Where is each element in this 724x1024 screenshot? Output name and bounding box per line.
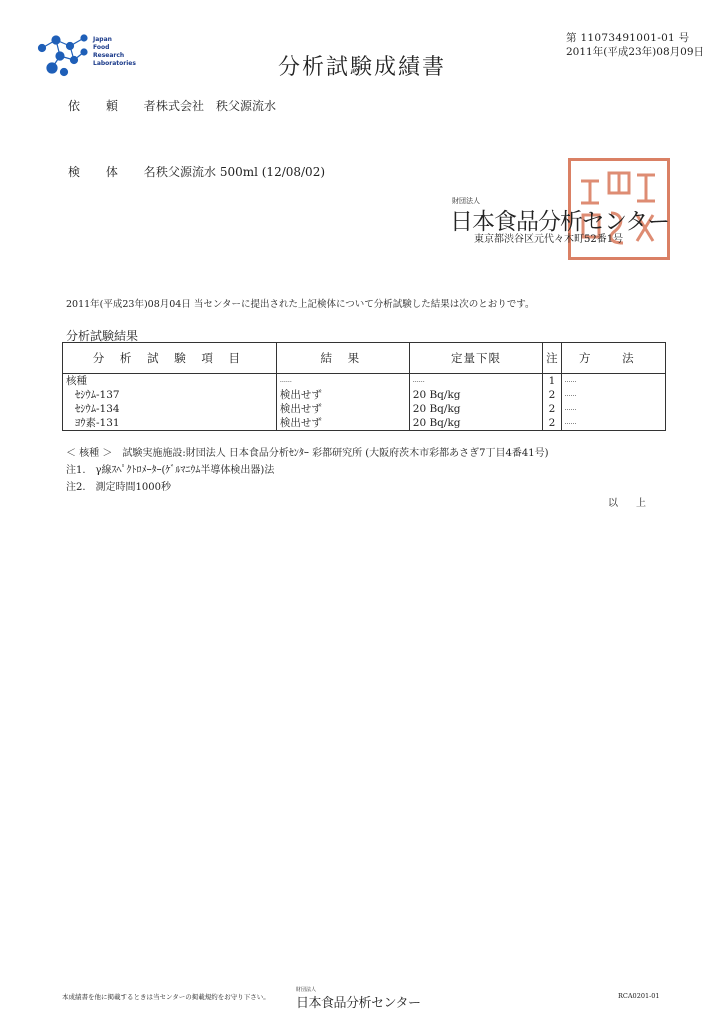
- cell-note: 1: [543, 374, 562, 389]
- cell-result: 検出せず: [276, 416, 409, 431]
- cell-limit: 20 Bq/kg: [409, 402, 542, 416]
- cell-item: ｾｼｳﾑ-134: [63, 402, 277, 416]
- header-result: 結 果: [276, 343, 409, 374]
- footer-org-prefix: 財団法人: [296, 987, 317, 993]
- organization-address: 東京都渋谷区元代々木町52番1号: [474, 234, 624, 245]
- issue-date: 2011年(平成23年)08月09日: [566, 46, 704, 58]
- table-header-row: [63, 343, 666, 374]
- cell-note: 2: [543, 402, 562, 416]
- cell-item: ｾｼｳﾑ-137: [63, 388, 277, 402]
- client-value: 株式会社 秩父源流水: [156, 99, 277, 113]
- organization-prefix: 財団法人: [452, 197, 480, 205]
- cell-result: ……: [276, 374, 409, 389]
- form-code: RCA0201-01: [618, 992, 660, 1000]
- results-section-title: 分析試験結果: [66, 329, 139, 343]
- footer-org-name: 日本食品分析センター: [296, 996, 421, 1011]
- cell-result: 検出せず: [276, 402, 409, 416]
- note-1: 注1. γ線ｽﾍﾟｸﾄﾛﾒｰﾀｰ(ｹﾞﾙﾏﾆｳﾑ半導体検出器)法: [66, 465, 275, 476]
- sample-name-value: 秩父源流水 500ml (12/08/02): [156, 165, 326, 179]
- facility-note: ＜ 核種 ＞ 試験実施施設:財団法人 日本食品分析ｾﾝﾀｰ 彩都研究所 (大阪府茨木市彩都あさぎ7丁目4番41号): [66, 448, 549, 459]
- header-limit: 定量下限: [409, 343, 542, 374]
- logo-text: Japan Food Research Laboratories: [93, 36, 136, 67]
- end-mark: 以上: [608, 498, 664, 509]
- document-number: 第 11073491001-01 号: [566, 32, 690, 44]
- intro-statement: 2011年(平成23年)08月04日 当センターに提出された上記検体について分析試験した結果は次のとおりです。: [66, 299, 535, 310]
- cell-item: ﾖｳ素-131: [63, 416, 277, 431]
- table-row: [63, 416, 666, 431]
- document-title: 分析試験成績書: [278, 55, 447, 80]
- organization-name: 日本食品分析センター: [450, 209, 670, 235]
- table-row: [63, 388, 666, 402]
- header-item: 分 析 試 験 項 目: [63, 343, 277, 374]
- cell-result: 検出せず: [276, 388, 409, 402]
- table-row: [63, 402, 666, 416]
- cell-method: ……: [561, 402, 665, 416]
- cell-note: 2: [543, 416, 562, 431]
- cell-note: 2: [543, 388, 562, 402]
- cell-limit: ……: [409, 374, 542, 389]
- cell-item: 核種: [63, 374, 277, 389]
- header-method: 方 法: [561, 343, 665, 374]
- cell-method: ……: [561, 416, 665, 431]
- note-2: 注2. 測定時間1000秒: [66, 482, 171, 493]
- footer-notice: 本成績書を他に掲載するときは当センターの掲載規約をお守り下さい。: [62, 993, 270, 1001]
- sample-name-label: 検 体 名: [68, 165, 167, 179]
- cell-limit: 20 Bq/kg: [409, 388, 542, 402]
- results-table: [62, 342, 666, 431]
- cell-limit: 20 Bq/kg: [409, 416, 542, 431]
- cell-method: ……: [561, 374, 665, 389]
- table-row: [63, 374, 666, 389]
- header-note: 注: [543, 343, 562, 374]
- cell-method: ……: [561, 388, 665, 402]
- client-label: 依 頼 者: [68, 99, 167, 113]
